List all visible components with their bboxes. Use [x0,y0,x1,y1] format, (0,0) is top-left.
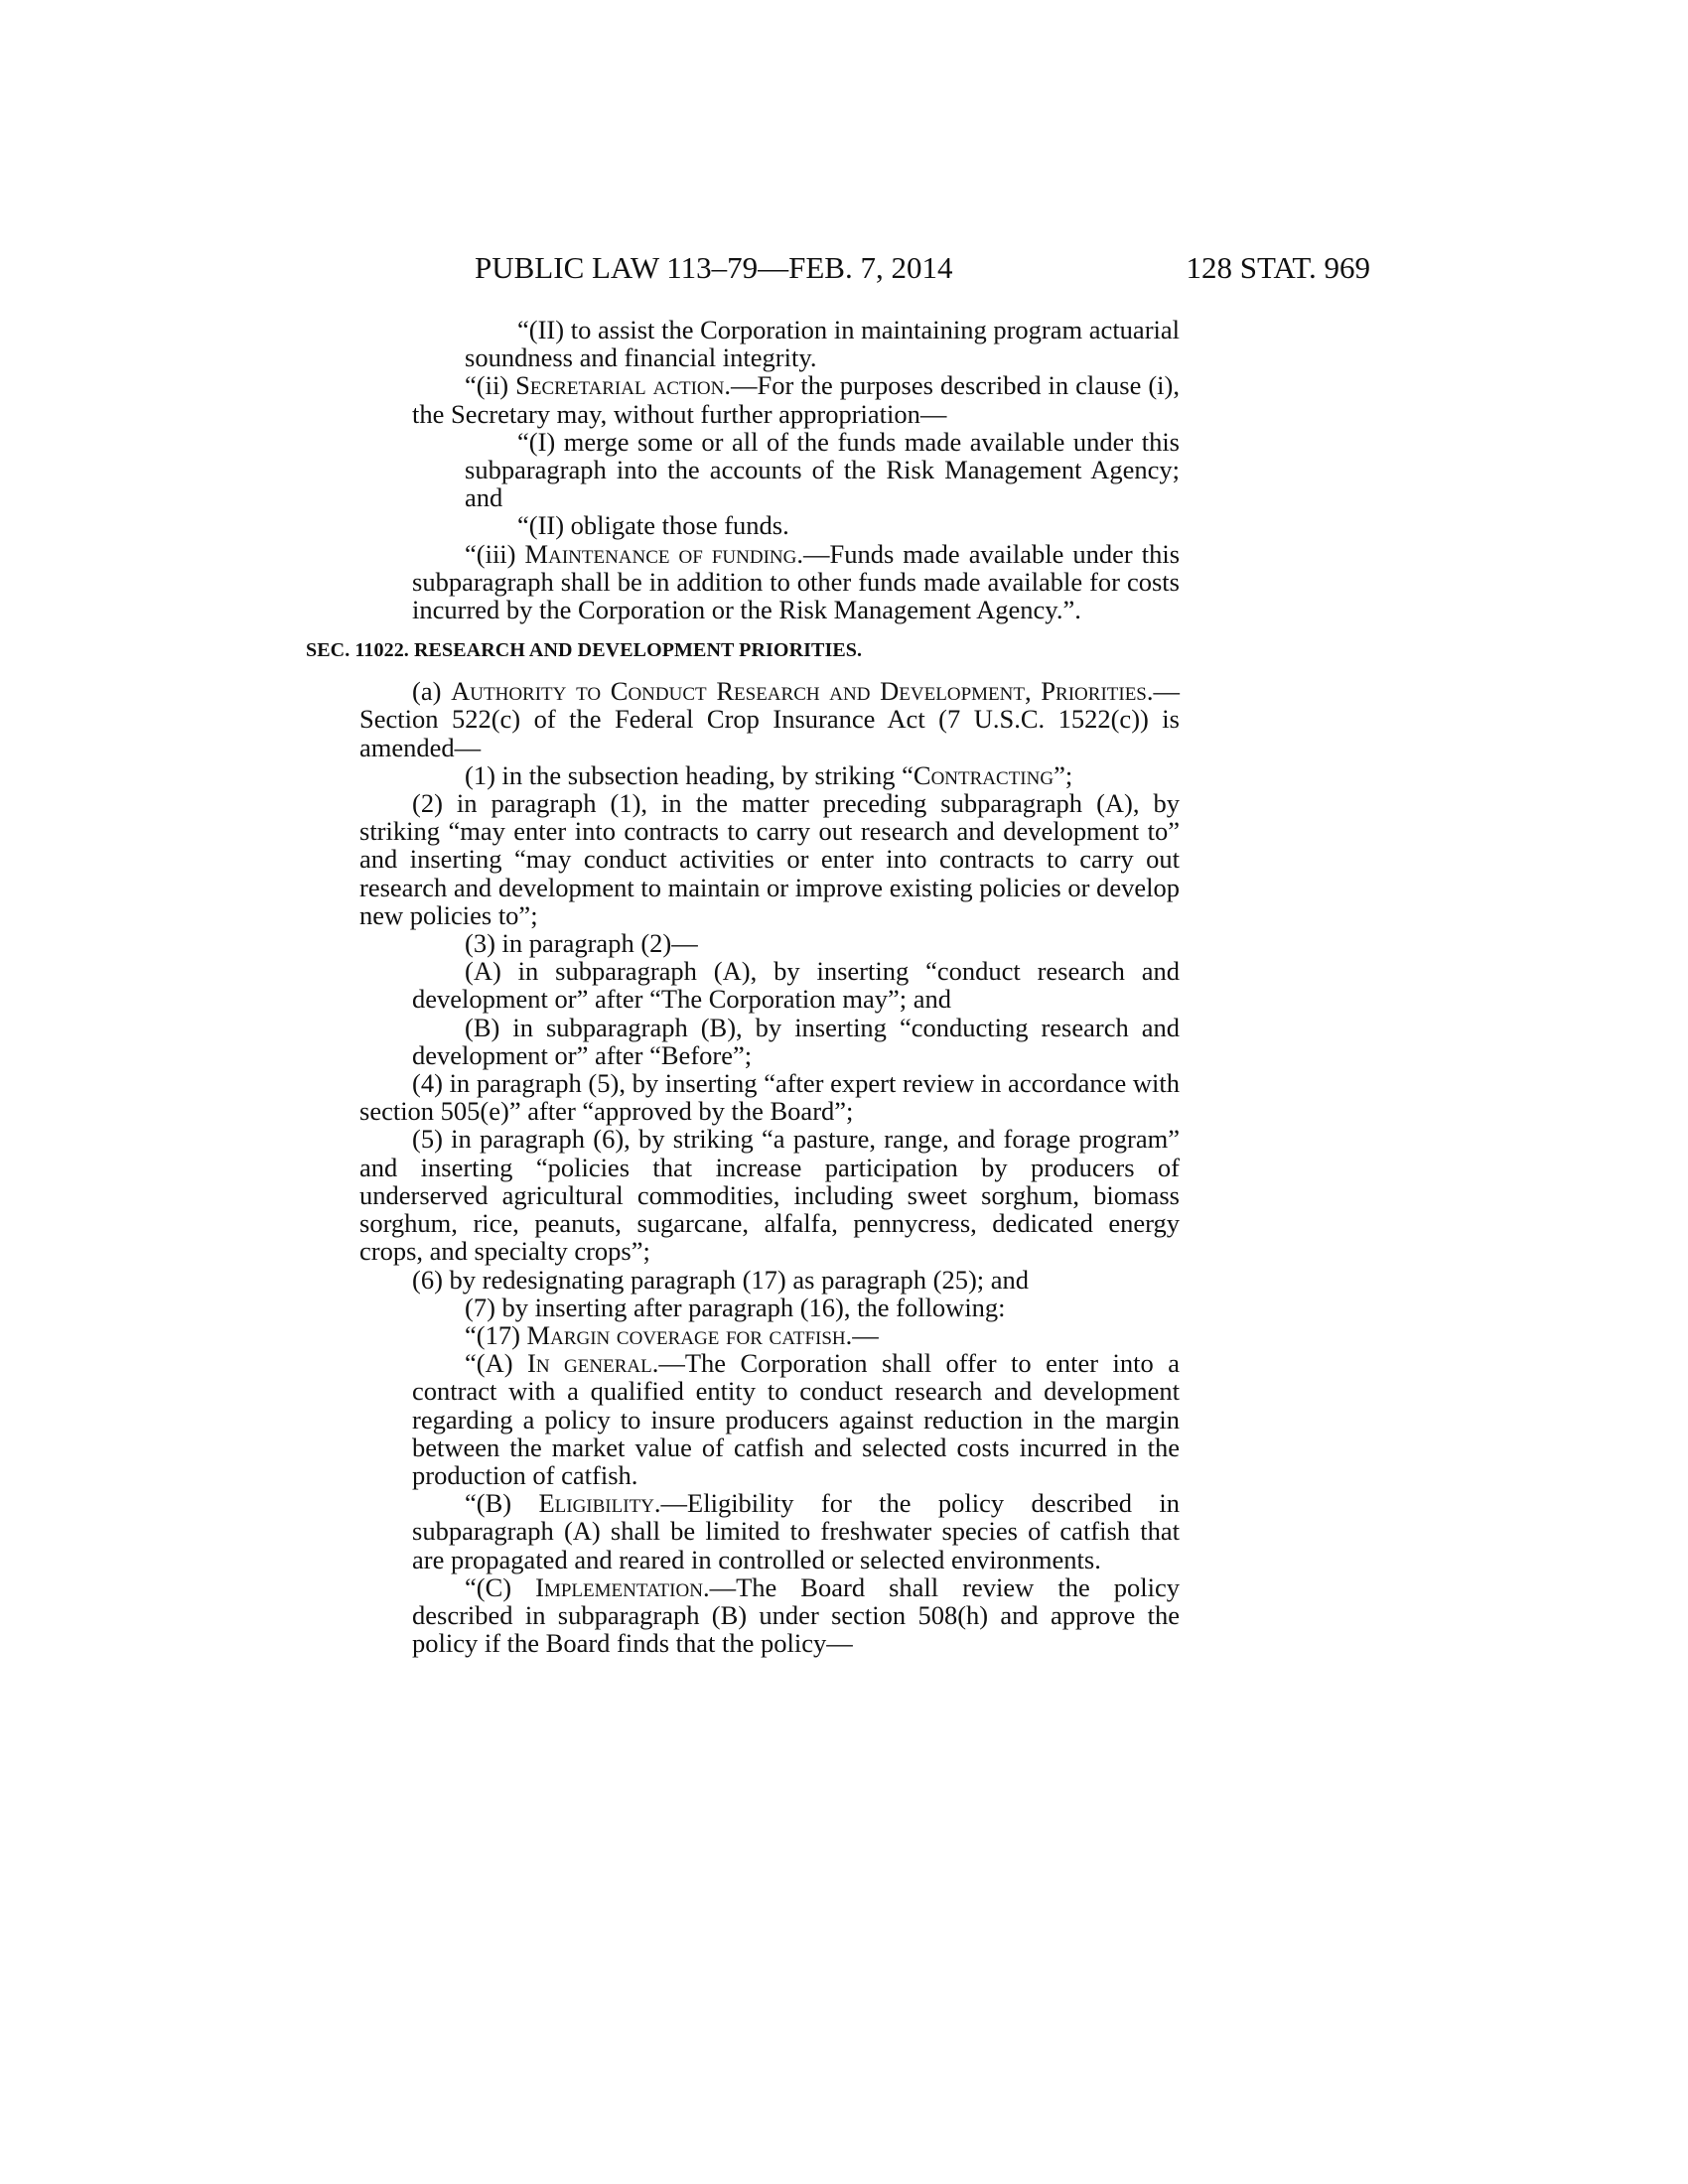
stat-page-number: 128 STAT. 969 [1186,250,1370,285]
inserted-paragraph-17 [359,1321,1180,1349]
clause-II-maintaining [359,316,1180,371]
clause-text: “(I) merge some or all of the funds made available under this subparagraph into the accounts of the Risk Management Agency; and [465,426,1180,513]
paragraph-text: (1) in the subsection heading, by striking “ [465,759,914,790]
inserted-subparagraph-B [359,1489,1180,1573]
clause-heading: Secretarial action [515,370,725,401]
struck-term: Contracting [913,759,1055,790]
subparagraph-heading: Implementation [535,1571,703,1602]
subparagraph-B: (B) in subparagraph (B), by inserting “conducting research and development or” after “Before”; [412,1012,1180,1070]
section-heading: SEC. 11022. RESEARCH AND DEVELOPMENT PRIORITIES. [306,639,863,662]
subparagraph-number: “(C) [465,1571,536,1602]
subsection-number: (a) [412,676,452,707]
inserted-subparagraph-A [359,1349,1180,1489]
paragraph-heading: Margin coverage for catfish [526,1319,846,1350]
clause-text: .—Funds made available under this subparagraph shall be in addition to other funds made available for costs incurred by the Corporation or the Risk Management Agency.”. [412,538,1181,625]
paragraph-6: (6) by redesignating paragraph (17) as paragraph (25); and [412,1264,1030,1295]
subsection-a [359,677,1180,761]
subparagraph-text: .—Eligibility for the policy described in subparagraph (A) shall be limited to freshwater species of catfish that are propagated and reared in controlled or selected environments. [412,1488,1181,1574]
subsection-text: .—Section 522(c) of the Federal Crop Insurance Act (7 U.S.C. 1522(c)) is amended— [359,676,1180,762]
clause-ii-secretarial-action [359,371,1180,427]
subclause-II-obligate [359,511,1180,539]
clause-iii-maintenance [359,540,1180,624]
clause-number: “(ii) [465,370,516,401]
clause-number: “(iii) [465,538,525,569]
paragraph-5: (5) in paragraph (6), by striking “a pasture, range, and forage program” and inserting “policies that increase participation by producers of underserved agricultural commodities, including sweet sorghum, biomass sorghum, rice, peanuts, sugarcane, alfalfa, pennycress, dedicated energy crops, and specialty crops”; [359,1124,1180,1267]
paragraph-7: (7) by inserting after paragraph (16), the following: [465,1292,1006,1322]
inserted-subparagraph-C [359,1573,1180,1658]
subsection-heading: Authority to Conduct Research and Development, Priorities [451,676,1147,707]
law-citation: PUBLIC LAW 113–79—FEB. 7, 2014 [475,250,953,285]
paragraph-2: (2) in paragraph (1), in the matter preceding subparagraph (A), by striking “may enter into contracts to carry out research and development to” and inserting “may conduct activities or enter into contracts to carry out research and development to maintain or improve existing policies or develop new policies to”; [359,788,1180,930]
subparagraph-number: “(B) [465,1488,539,1519]
subclause-I-merge [359,428,1180,512]
clause-text: “(II) to assist the Corporation in maintaining program actuarial soundness and financial integrity. [465,315,1180,373]
subparagraph-text: .—The Board shall review the policy described in subparagraph (B) under section 508(h) and approve the policy if the Board finds that the policy— [412,1571,1180,1659]
paragraph-text: .— [845,1319,879,1350]
clause-text: .—For the purposes described in clause (i), the Secretary may, without further appropriation— [412,370,1180,429]
paragraph-3: (3) in paragraph (2)— [465,928,698,959]
running-head [348,248,1370,288]
paragraph-1 [359,761,1180,789]
subparagraph-text: .—The Corporation shall offer to enter into a contract with a qualified entity to conduct research and development regarding a policy to insure producers against reduction in the margin between the market value of catfish and selected costs incurred in the production of catfish. [412,1348,1180,1490]
body-text [306,315,1181,1659]
subparagraph-heading: Eligibility [538,1488,654,1519]
subparagraph-number: “(A) [465,1348,528,1379]
subparagraph-A: (A) in subparagraph (A), by inserting “conduct research and development or” after “The Corporation may”; and [412,956,1180,1015]
paragraph-4: (4) in paragraph (5), by inserting “after expert review in accordance with section 505(e)” after “approved by the Board”; [359,1068,1180,1127]
subparagraph-heading: In general [527,1348,652,1379]
paragraph-number: “(17) [465,1319,527,1350]
clause-text: “(II) obligate those funds. [517,510,789,541]
paragraph-text: ”; [1054,759,1073,790]
clause-heading: Maintenance of funding [524,538,797,569]
